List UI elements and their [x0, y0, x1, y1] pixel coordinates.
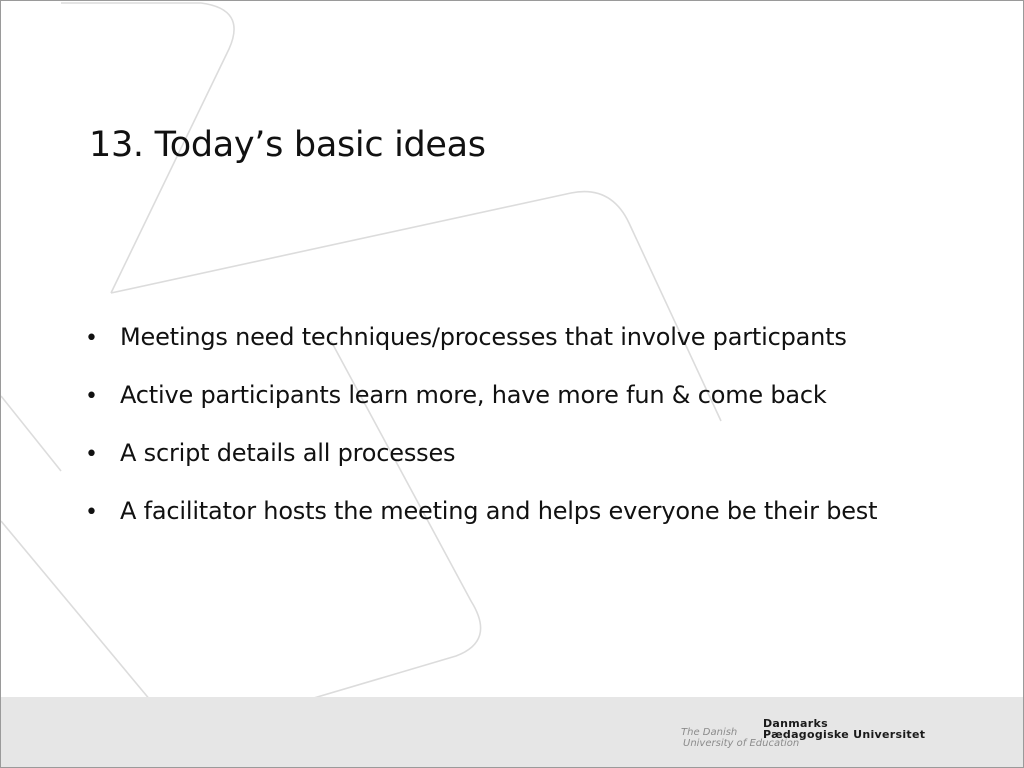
bullet-icon: •: [85, 326, 98, 351]
university-logo: [681, 717, 981, 751]
bullet-item: [85, 381, 877, 439]
bullet-text: A facilitator hosts the meeting and helps everyone be their best: [120, 497, 878, 525]
bullet-icon: •: [85, 500, 98, 525]
bullet-item: [85, 323, 877, 381]
bullet-item: [85, 439, 877, 497]
bullet-list: [85, 323, 877, 555]
bullet-icon: •: [85, 384, 98, 409]
watermark-shape-edge: [1, 396, 61, 471]
bullet-icon: •: [85, 442, 98, 467]
bullet-text: A script details all processes: [120, 439, 456, 467]
bullet-item: [85, 497, 877, 555]
bullet-text: Meetings need techniques/processes that involve particpants: [120, 323, 847, 351]
logo-english-line2: University of Education: [683, 738, 800, 749]
bullet-text: Active participants learn more, have more fun & come back: [120, 381, 827, 409]
logo-danish-line1: Danmarks: [763, 717, 828, 730]
slide-title: 13. Today’s basic ideas: [89, 125, 486, 165]
logo-english-line1: The Danish: [681, 727, 738, 738]
logo-danish-line2: Pædagogiske Universitet: [763, 728, 926, 741]
